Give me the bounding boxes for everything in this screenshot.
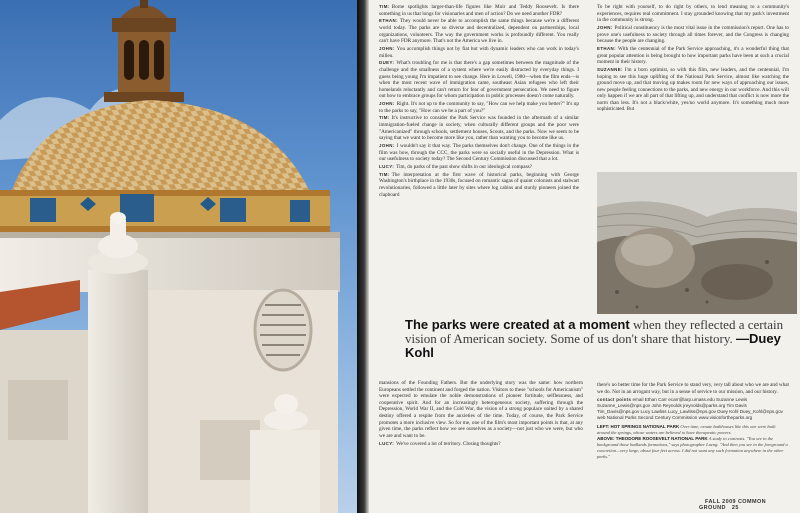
paragraph-text: They would never be able to accomplish the same things because we're a different world today. The parks are so diverse and decentralized, dependent on partnerships, local organizations, volunteers. The way the government works is profoundly different. You really can't have FDR anymore. That's not the America we live in. [379,18,579,45]
badlands-photo [597,172,797,314]
text-column-2 [597,4,789,114]
paragraph [597,4,789,24]
page-number: 25 [731,505,739,511]
speaker-label: TIM: [379,171,390,177]
paragraph-text: mansions of the Founding Fathers. But the underlying story was the same: how northern Europeans settled the continent and forged the nation. Visitors to these "schools for Americanism" were expected to emulate the noble demonstrations of pioneer fortitude, selflessness, and cooperative spirit. And for an increasingly heterogeneous society, suffering through the Depression, World War II, and the Cold War, the vision of a strong populace united by a shared destiny offered a respite from the anxieties of the time. Today, of course, the Park Service promotes a more inclusive view. So for me, one of the film's most important points is that, at any given time, the parks reflect how we see ourselves as a society—not just who we were, but who we are and want to be. [379,380,583,439]
text-column-1 [379,4,579,199]
photo-captions [597,424,789,459]
pull-quote-attribution: —Duey Kohl [405,331,781,360]
speaker-label: TIM: [379,115,390,121]
pull-quote-lead: The parks were created at a moment [405,317,630,332]
speaker-label: JOHN: [379,45,395,51]
speaker-label: JOHN: [597,24,613,30]
contact-label: contact points [597,397,632,403]
paragraph [379,172,579,198]
caption-text: A study in contrasts. [707,436,746,441]
paragraph [379,46,579,59]
page-gutter [357,0,369,513]
paragraph [379,164,579,171]
paragraph [379,101,579,114]
speaker-label: SUZANNE: [597,66,623,72]
paragraph [379,18,579,44]
speaker-label: TIM: [379,4,390,9]
paragraph [379,380,583,439]
caption-label: LEFT: HOT SPRINGS NATIONAL PARK [597,424,680,430]
speaker-label: LUCY: [379,440,395,446]
paragraph-text: We've covered a lot of territory. Closing thoughts? [396,440,501,447]
paragraph-text: It's instructive to consider the Park Service was founded in the aftermath of a similar immigration-fueled change in society, when culturally different groups and the poor were "Americanized" through schools, settlement houses, Scouts, and the parks. Now we seem to be saying that we want to become more like you, rather than wanting you to become like us. [379,115,579,142]
speaker-label: DUEY: [379,60,395,66]
speaker-label: JOHN: [379,143,395,148]
paragraph-text: The interpretation at the first wave of historical parks, beginning with George Washington's birthplace in the 1930s, focused on romantic sagas of quaint colonists and stalwart revolutionaries, followed a little later by sites where log cabins and sturdy pioneers joined the clapboard [379,171,579,198]
contact-text: email Ethan Carr ecarr@larp.umass.edu Suzanne Lewis Suzanne_Lewis@nps.gov John Reynolds jreynolds@parks.org Tim Davis Tim_Davis@nps.gov Lucy Lawliss Lucy_Lawliss@nps.gov Duey Kohl Duey_Kohl@nps.gov web National Parks Second Century Commission www.visionfortheparks.org [597,397,783,421]
paragraph-text: To be right with yourself, to do right by others, to lend meaning to a community's experiences, requires real commitment. I stay grounded knowing that my park's investment in the community is strong. [597,4,789,24]
speaker-label: LUCY: [379,163,395,169]
paragraph-text: With the centennial of the Park Service approaching, it's a wonderful thing that great popular attention is being brought to how important parks have been at such a crucial moment in their history. [597,45,789,66]
paragraph [379,441,583,448]
caption-left [597,424,789,436]
caption-above [597,436,789,460]
paragraph-text: Right. It's not up to the community to say, "How can we help make you better?" It's up to the parks to say, "How can we be a part of you?" [379,101,579,114]
speaker-label: JOHN: [379,101,395,107]
paragraph-text: I'm a born optimist, so with this film, new leaders, and the centennial, I'm hoping to see this huge uplifting of the National Park Service, almost like watching the ground move up, and that moving up makes room for new ways of approaching our issues, new people feeling connections to the parks, and new energy in our workforce. And this will only happen if we are all part of that lifting up, and understand that conflict is now more the norm than less. It's not a black/white, yes/no world anymore. It's something much more sophisticated. But [597,66,789,113]
paragraph [597,382,789,395]
paragraph [597,25,789,45]
paragraph-text: I wouldn't say it that way. The parks themselves don't change. One of the things in the film was how, through the CCC, the parks were so socially useful in the Depression. What is our usefulness to society today? The Second Century Commission discussed that a lot. [379,143,579,163]
paragraph [597,46,789,66]
dome-building-photo [0,0,360,513]
page-folio [699,499,800,511]
paragraph-text: You accomplish things not by fiat but with dynamic leaders who can work in today's milieu. [379,45,579,59]
speaker-label: ETHAN: [597,45,616,51]
paragraph [379,4,579,17]
paragraph-text: Tim, do parks of the past show shifts in our ideological compass? [396,163,532,170]
paragraph-text: there's no better time for the Park Service to stand very, very tall about who we are and what we do. Not in an arrogant way, but in a sense of service to our mission, and our history. [597,382,789,395]
pull-quote [405,318,789,360]
paragraph [379,115,579,141]
paragraph-text: Political constituency is the most vital issue in the commission's report. One has to prove one's usefulness to society through all times forever, and the Congress is changing because the people are changing. [597,24,789,45]
text-column-4 [597,382,789,460]
paragraph-text: What's troubling for me is that there's a gap sometimes between the magnitude of the challenge and the smallness of a system where we're easily distracted by everyday things. I guess being young I'm impatient to see change. Here in Lowell, 1980—when the film ends—is when the most recent wave of immigration came, southeast Asian refugees who left their homelands reluctantly and can't return for fear of government persecution. We need to figure out how to embrace groups for whom participation in public processes doesn't come naturally. [379,60,579,100]
badlands-concretion-image [597,172,797,314]
paragraph [379,143,579,163]
paragraph [597,67,789,113]
speaker-label: ETHAN: [379,18,398,24]
contact-points [597,397,789,421]
paragraph [379,60,579,100]
caption-quote: "You see in the background those badlands formations," says photographer Lueng. "And then you see in the foreground a concretion—very large, about four feet across. I did not want any such formation anywhere in the other parks." [597,436,788,459]
issue-label: FALL 2009 COMMON GROUND [699,499,767,511]
caption-text: Over time, ornate bathhouses like this one were built around the springs, whose waters are believed to have therapeutic powers. [597,424,776,436]
paragraph-text: Borne spotlights larger-than-life figures like Muir and Teddy Roosevelt. Is there something in us that longs for visionaries and men of action? Do we need another FDR? [379,4,579,17]
pull-quote-text: when they reflected a certain vision of American society. Some of us don't share that history. [405,317,784,346]
left-page-photo [0,0,360,513]
caption-label: ABOVE: THEODORE ROOSEVELT NATIONAL PARK [597,436,708,441]
right-page [369,0,800,513]
text-column-3 [379,380,583,448]
